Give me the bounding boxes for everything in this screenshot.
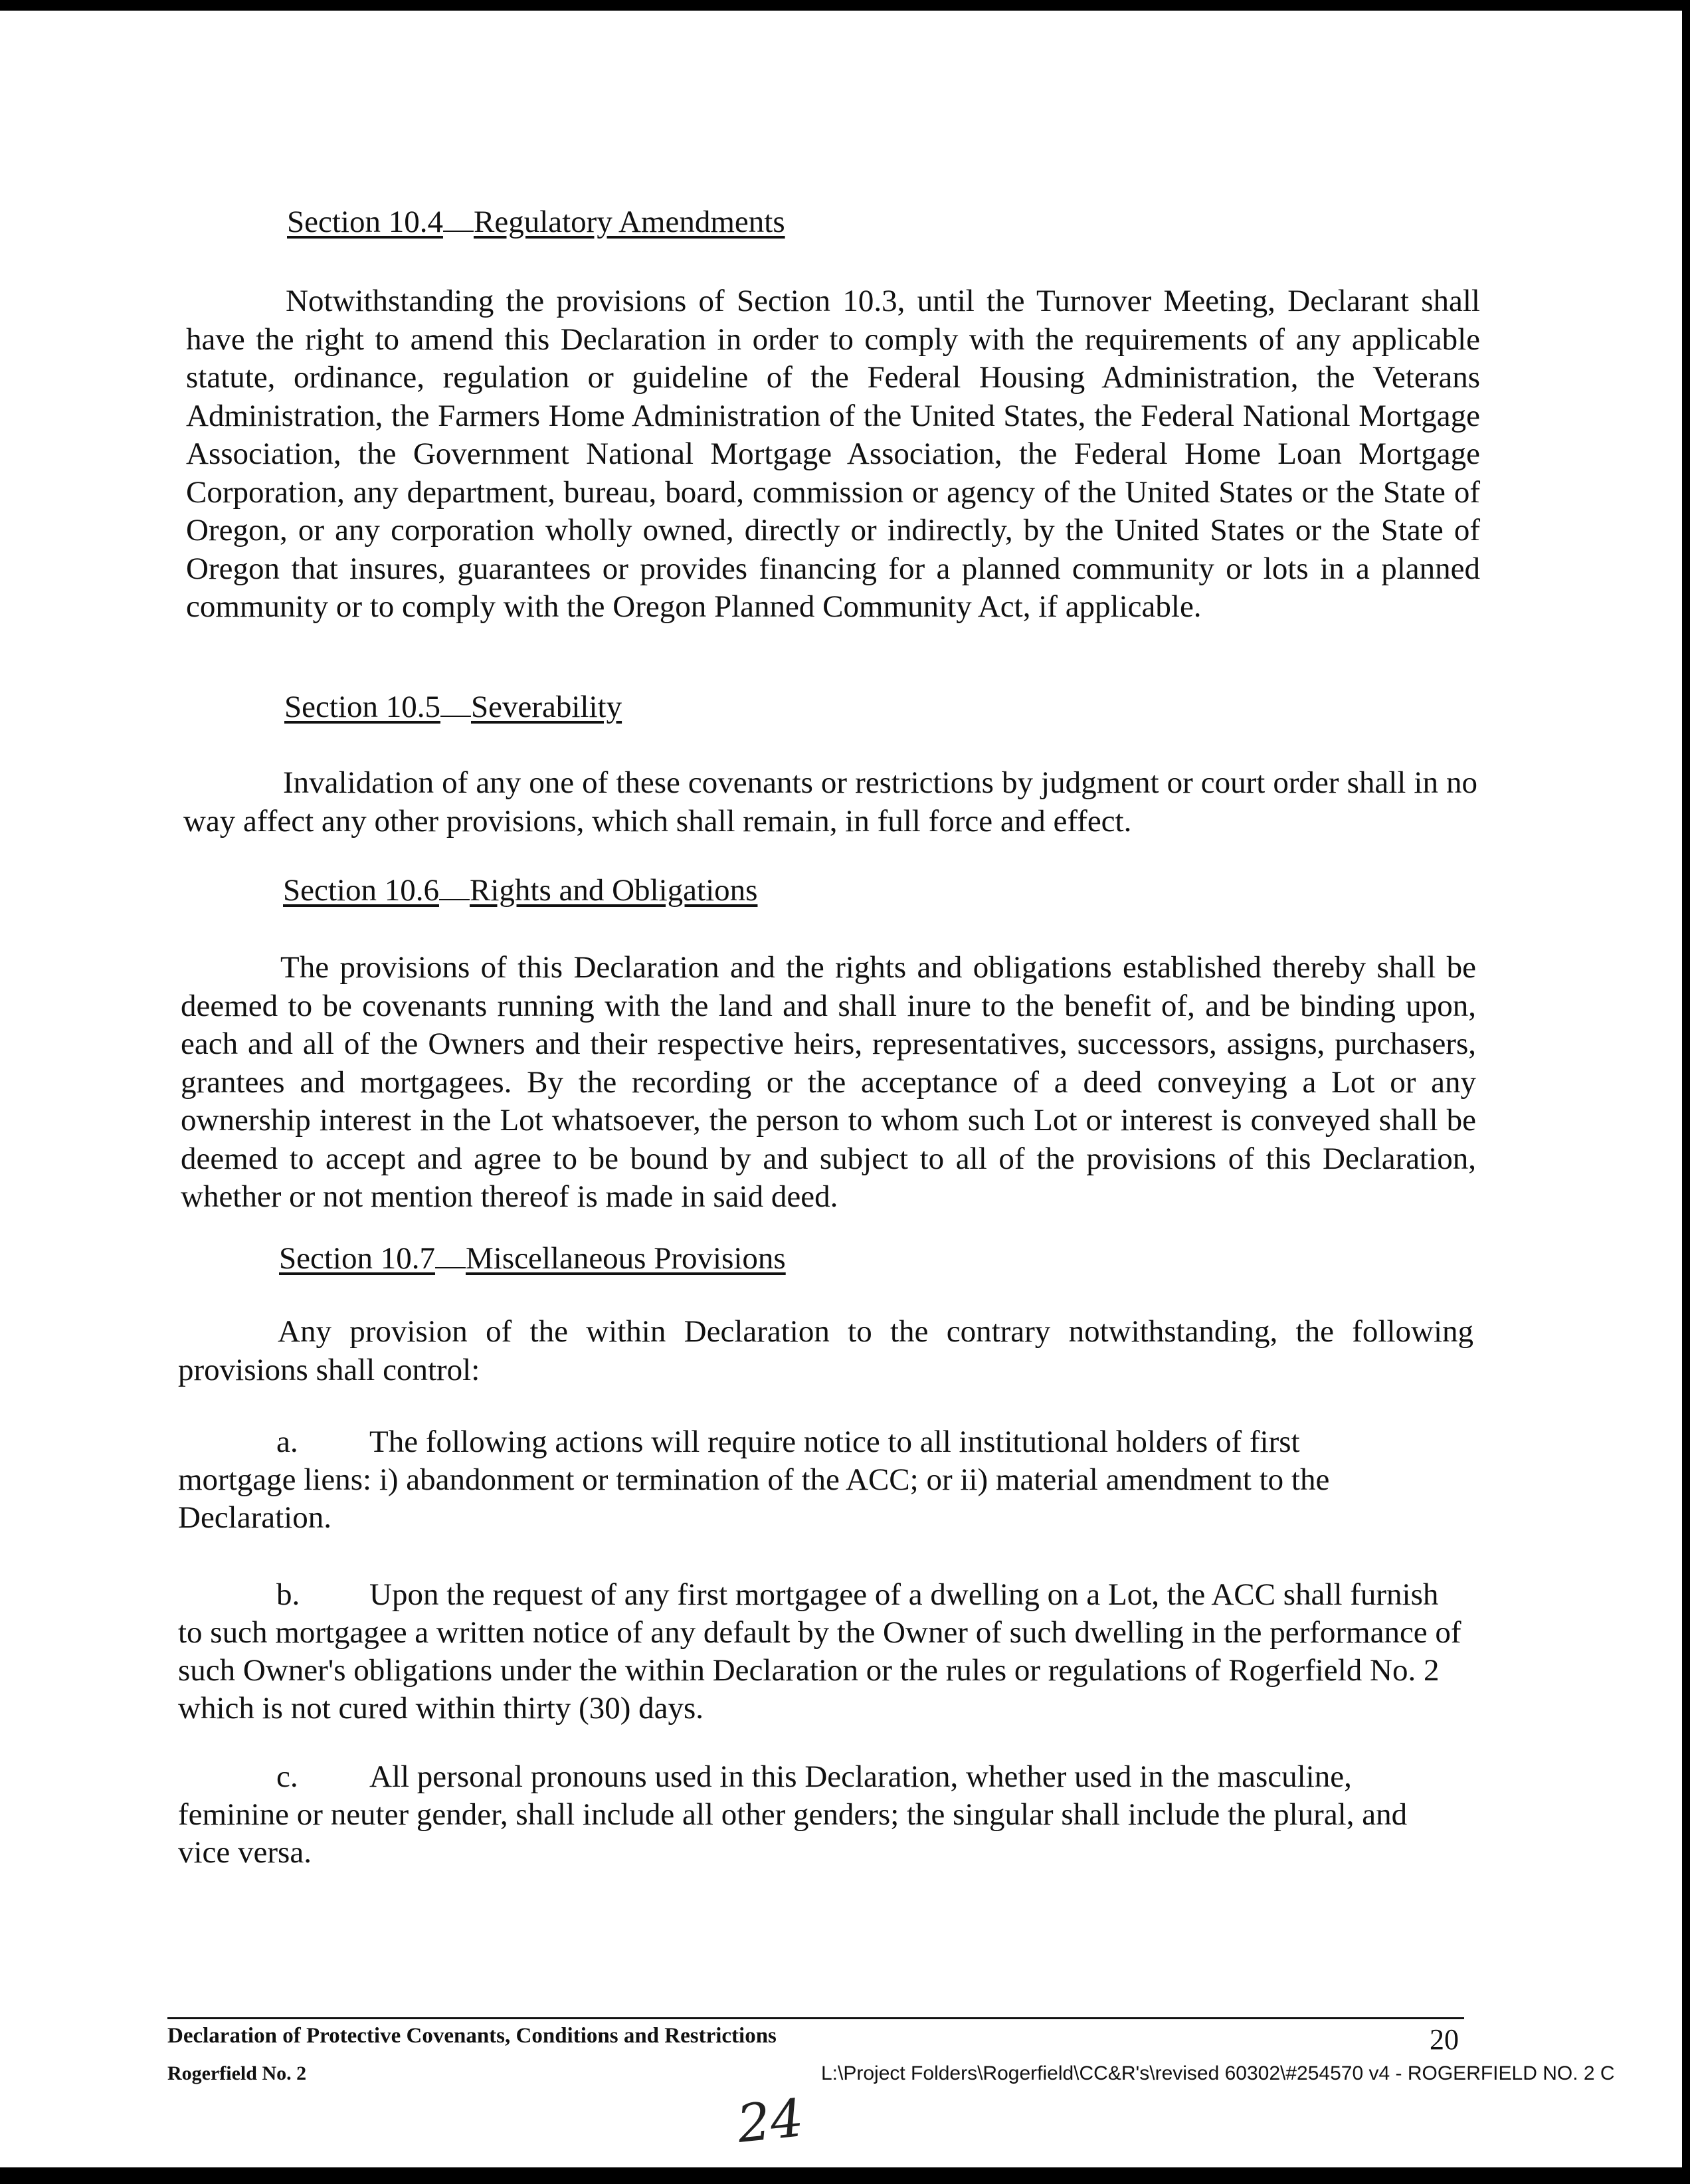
- item-text: The following actions will require notice to all institutional holders of first mortgage liens: i) abandonment or termination of the ACC; or ii) material amendment to the Declaration.: [178, 1425, 1330, 1535]
- section-10-7-body: Any provision of the within Declaration to the contrary notwithstanding, the following provisions shall control:: [178, 1314, 1473, 1387]
- section-10-6-heading: [283, 872, 757, 909]
- item-marker: b.: [276, 1577, 300, 1612]
- section-10-5-body: Invalidation of any one of these covenants or restrictions by judgment or court order shall in no way affect any other provisions, which shall remain, in full force and effect.: [183, 765, 1477, 839]
- item-marker: c.: [276, 1759, 298, 1794]
- section-number: Section 10.4: [287, 205, 443, 239]
- section-number: Section 10.6: [283, 873, 439, 908]
- section-title: Rights and Obligations: [469, 873, 758, 908]
- section-10-7-heading: [279, 1240, 786, 1277]
- footer-document-title: Declaration of Protective Covenants, Conditions and Restrictions: [167, 2024, 777, 2048]
- item-marker: a.: [276, 1425, 298, 1459]
- section-10-6-body: The provisions of this Declaration and the rights and obligations established thereby shall be deemed to be covenants running with the land and shall inure to the benefit of, and be binding upon, each and all of the Owners and their respective heirs, representatives, successors, assigns, purchasers, grantees and mortgagees. By the recording or the acceptance of a deed conveying a Lot or any ownership interest in the Lot whatsoever, the person to whom such Lot or interest is conveyed shall be deemed to accept and agree to be bound by and subject to all of the provisions of this Declaration, whether or not mention thereof is made in said deed.: [181, 950, 1476, 1214]
- item-text: All personal pronouns used in this Declaration, whether used in the masculine, feminine or neuter gender, shall include all other genders; the singular shall include the plural, and vice versa.: [178, 1759, 1408, 1870]
- item-text: Upon the request of any first mortgagee of a dwelling on a Lot, the ACC shall furnish to such mortgagee a written notice of any default by the Owner of such dwelling in the performance of such Owner's obligations under the within Declaration or the rules or regulations of Rogerfield No. 2 which is not cured within thirty (30) days.: [178, 1577, 1461, 1726]
- footer-subtitle: Rogerfield No. 2: [167, 2062, 307, 2084]
- section-title: Miscellaneous Provisions: [465, 1241, 786, 1276]
- section-title: Severability: [470, 690, 622, 724]
- section-10-5-heading: [284, 688, 622, 726]
- section-10-4-body: Notwithstanding the provisions of Section 10.3, until the Turnover Meeting, Declarant shall have the right to amend this Declaration in order to comply with the requirements of any applicable statute, ordinance, regulation or guideline of the Federal Housing Administration, the Veterans Administration, the Farmers Home Administration of the United States, the Federal National Mortgage Association, the Government National Mortgage Association, the Federal Home Loan Mortgage Corporation, any department, bureau, board, commission or agency of the United States or the State of Oregon, or any corporation wholly owned, directly or indirectly, by the United States or the State of Oregon that insures, guarantees or provides financing for a planned community or lots in a planned community or to comply with the Oregon Planned Community Act, if applicable.: [186, 284, 1480, 624]
- scan-border-right: [1682, 0, 1690, 2184]
- handwritten-page-number: 24: [734, 2088, 806, 2155]
- footer-file-path: L:\Project Folders\Rogerfield\CC&R's\revised 60302\#254570 v4 - ROGERFIELD NO. 2 C: [821, 2062, 1615, 2084]
- section-title: Regulatory Amendments: [473, 205, 785, 239]
- provision-item-b: [178, 1576, 1461, 1728]
- page-number: 20: [1430, 2023, 1459, 2056]
- scan-border-bottom: [0, 2167, 1690, 2184]
- provision-item-c: [178, 1758, 1427, 1872]
- footer-rule: [167, 2017, 1464, 2019]
- section-number: Section 10.5: [284, 690, 440, 724]
- provision-item-a: [178, 1423, 1414, 1537]
- section-10-4-heading: [287, 203, 785, 241]
- scan-border-top: [0, 0, 1690, 11]
- section-number: Section 10.7: [279, 1241, 435, 1276]
